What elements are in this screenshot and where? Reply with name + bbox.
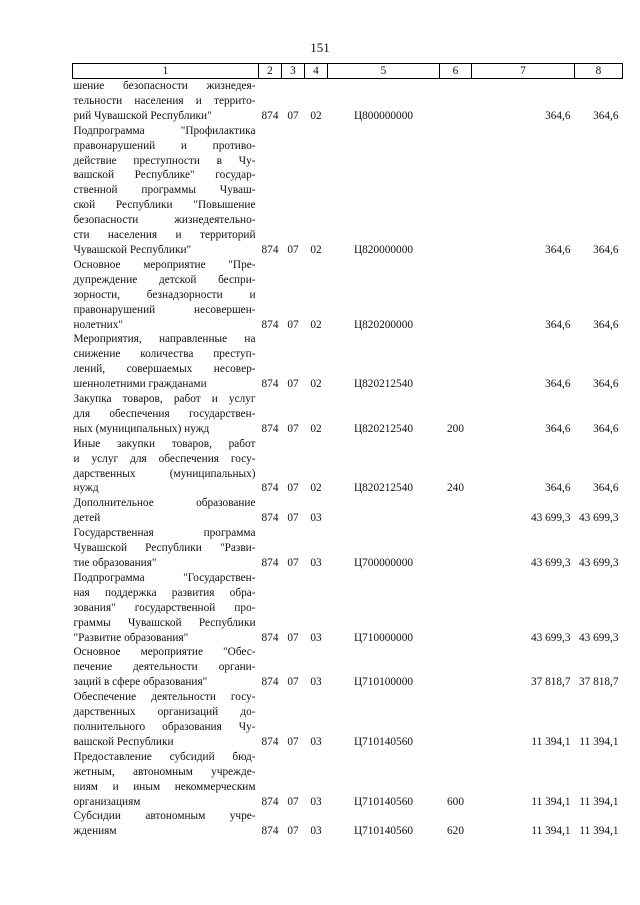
- amount-2-cell: 364,6: [593, 109, 619, 122]
- code-admin-cell: 874: [261, 109, 279, 122]
- table-row: [73, 809, 623, 839]
- code-admin-cell: 874: [261, 735, 279, 748]
- row-name-line: Закупка товаров, работ и услуг: [73, 393, 256, 406]
- code-section-cell: 07: [287, 482, 299, 495]
- table-row: [73, 79, 623, 124]
- table-row: [73, 124, 623, 258]
- page-number: 151: [310, 40, 330, 55]
- code-section-cell: 07: [287, 318, 299, 331]
- amount-2-cell: 43 699,3: [578, 557, 619, 569]
- code-admin-cell: 874: [261, 318, 279, 331]
- amount-1-cell: 364,6: [545, 318, 571, 331]
- row-name-line: безопасности жизнедеятельно-: [73, 214, 256, 227]
- expense-type-cell: [440, 496, 472, 526]
- expense-type-cell: 620: [447, 825, 464, 838]
- table-row: [73, 392, 623, 437]
- code-subsection-cell: 02: [310, 482, 322, 495]
- table-body: [73, 79, 623, 840]
- row-name-cell: [73, 690, 259, 750]
- row-name-line: дарственных (муниципальных): [73, 467, 256, 480]
- target-article-cell: [328, 496, 440, 526]
- code-subsection-cell: 03: [310, 825, 322, 838]
- table-row: [73, 571, 623, 646]
- row-name-line: ждениям: [73, 825, 117, 838]
- code-subsection-cell: 02: [310, 378, 322, 391]
- table-row: [73, 437, 623, 497]
- row-name-line: Чувашской Республики": [73, 243, 192, 256]
- target-article-cell: Ц820000000: [354, 243, 413, 256]
- amount-1-cell: 43 699,3: [530, 557, 571, 569]
- row-name-line: ской Республики "Повышение: [73, 199, 256, 212]
- code-section-cell: 07: [287, 378, 299, 391]
- row-name-line: тие образования": [73, 557, 157, 569]
- amount-1-cell: 364,6: [545, 422, 571, 435]
- code-admin-cell: 874: [261, 795, 279, 808]
- amount-1-cell: 43 699,3: [530, 631, 571, 644]
- amount-2-cell: 364,6: [593, 422, 619, 435]
- column-header-5: 5: [328, 64, 440, 79]
- row-name-line: для обеспечения государствен-: [73, 407, 256, 420]
- expense-type-cell: [440, 79, 472, 124]
- row-name-line: действие преступности в Чу-: [73, 154, 256, 167]
- row-name-cell: [73, 258, 259, 333]
- row-name-cell: [73, 437, 259, 497]
- row-name-cell: [73, 809, 259, 839]
- expense-type-cell: [440, 332, 472, 392]
- row-name-line: шение безопасности жизнедея-: [73, 80, 256, 92]
- code-subsection-cell: 03: [310, 735, 322, 748]
- amount-2-cell: 11 394,1: [579, 735, 619, 748]
- code-subsection-cell: 03: [310, 631, 322, 644]
- table-row: [73, 258, 623, 333]
- row-name-line: Основное мероприятие "Обес-: [73, 646, 256, 659]
- row-name-line: нолетних": [73, 318, 123, 331]
- row-name-line: ниям и иным некоммерческим: [73, 780, 256, 793]
- row-name-line: вашской Республике" государ-: [73, 169, 256, 182]
- target-article-cell: Ц710140560: [354, 825, 413, 838]
- row-name-line: и услуг для обеспечения госу-: [73, 452, 256, 465]
- row-name-cell: [73, 392, 259, 437]
- row-name-line: дарственных организаций до-: [73, 706, 256, 719]
- target-article-cell: Ц710000000: [354, 631, 413, 644]
- code-admin-cell: 874: [261, 825, 279, 838]
- code-section-cell: 07: [287, 676, 299, 689]
- row-name-cell: [73, 124, 259, 258]
- code-subsection-cell: 02: [310, 422, 322, 435]
- column-header-4: 4: [305, 64, 328, 79]
- amount-1-cell: 364,6: [545, 243, 571, 256]
- row-name-line: жетным, автономным учрежде-: [73, 765, 256, 778]
- row-name-line: Подпрограмма "Государствен-: [73, 571, 256, 584]
- target-article-cell: Ц820212540: [354, 482, 413, 495]
- target-article-cell: Ц820200000: [354, 318, 413, 331]
- table-row: [73, 526, 623, 571]
- target-article-cell: Ц800000000: [354, 109, 413, 122]
- row-name-cell: [73, 332, 259, 392]
- amount-1-cell: 11 394,1: [531, 795, 571, 808]
- row-name-cell: [73, 79, 259, 124]
- table-row: [73, 645, 623, 690]
- row-name-line: детей: [73, 512, 101, 525]
- amount-1-cell: 364,6: [545, 482, 571, 495]
- row-name-line: рий Чувашской Республики": [73, 109, 212, 122]
- row-name-line: снижение количества преступ-: [73, 348, 256, 361]
- row-name-line: зования" государственной про-: [73, 601, 256, 614]
- column-header-8: 8: [575, 64, 623, 79]
- row-name-line: шеннолетними гражданами: [73, 378, 207, 391]
- table-row: [73, 750, 623, 810]
- row-name-cell: [73, 645, 259, 690]
- code-admin-cell: 874: [261, 557, 279, 569]
- row-name-line: печение деятельности органи-: [73, 661, 256, 674]
- code-subsection-cell: 02: [310, 318, 322, 331]
- row-name-cell: [73, 571, 259, 646]
- row-name-line: Предоставление субсидий бюд-: [73, 750, 256, 763]
- amount-2-cell: 11 394,1: [579, 795, 619, 808]
- amount-2-cell: 364,6: [593, 243, 619, 256]
- code-admin-cell: 874: [261, 512, 279, 525]
- row-name-line: Подпрограмма "Профилактика: [73, 124, 256, 137]
- row-name-cell: [73, 496, 259, 526]
- row-name-line: "Развитие образования": [73, 631, 189, 644]
- amount-2-cell: 37 818,7: [578, 676, 619, 689]
- row-name-line: Обеспечение деятельности госу-: [73, 691, 256, 704]
- row-name-line: ных (муниципальных) нужд: [73, 422, 210, 435]
- code-section-cell: 07: [287, 557, 299, 569]
- expense-type-cell: 600: [447, 795, 464, 808]
- amount-2-cell: 364,6: [593, 378, 619, 391]
- row-name-line: зорности, безнадзорности и: [73, 288, 256, 301]
- code-admin-cell: 874: [261, 422, 279, 435]
- row-name-line: Основное мероприятие "Пре-: [73, 258, 256, 271]
- column-header-6: 6: [440, 64, 472, 79]
- row-name-line: заций в сфере образования": [73, 676, 208, 689]
- amount-1-cell: 11 394,1: [531, 735, 571, 748]
- expense-type-cell: [440, 526, 472, 571]
- amount-2-cell: 364,6: [593, 318, 619, 331]
- code-admin-cell: 874: [261, 482, 279, 495]
- expense-type-cell: [440, 571, 472, 646]
- target-article-cell: Ц820212540: [354, 378, 413, 391]
- amount-1-cell: 364,6: [545, 109, 571, 122]
- expense-type-cell: 200: [447, 422, 464, 435]
- row-name-line: правонарушений и противо-: [73, 139, 256, 152]
- amount-2-cell: 11 394,1: [579, 825, 619, 838]
- row-name-line: организациям: [73, 795, 141, 808]
- target-article-cell: Ц710140560: [354, 795, 413, 808]
- table-row: [73, 332, 623, 392]
- table-row: [73, 496, 623, 526]
- header-row: [73, 64, 623, 79]
- target-article-cell: Ц710140560: [354, 735, 413, 748]
- column-header-1: 1: [73, 64, 259, 79]
- code-subsection-cell: 03: [310, 557, 322, 569]
- amount-1-cell: 364,6: [545, 378, 571, 391]
- row-name-cell: [73, 750, 259, 810]
- code-section-cell: 07: [287, 631, 299, 644]
- code-admin-cell: 874: [261, 676, 279, 689]
- budget-table: [72, 63, 623, 839]
- expense-type-cell: 240: [447, 482, 464, 495]
- row-name-line: правонарушений несовершен-: [73, 303, 256, 316]
- code-section-cell: 07: [287, 795, 299, 808]
- expense-type-cell: [440, 645, 472, 690]
- code-section-cell: 07: [287, 243, 299, 256]
- row-name-line: Мероприятия, направленные на: [73, 333, 256, 346]
- code-admin-cell: 874: [261, 243, 279, 256]
- target-article-cell: Ц710100000: [354, 676, 413, 689]
- row-name-line: ственной программы Чуваш-: [73, 184, 256, 197]
- amount-1-cell: 43 699,3: [530, 512, 571, 525]
- code-subsection-cell: 03: [310, 512, 322, 525]
- target-article-cell: Ц700000000: [354, 557, 413, 569]
- row-name-line: Государственная программа: [73, 527, 256, 540]
- column-header-2: 2: [259, 64, 282, 79]
- code-section-cell: 07: [287, 825, 299, 838]
- column-header-7: 7: [472, 64, 575, 79]
- row-name-line: сти населения и территорий: [73, 229, 256, 242]
- amount-1-cell: 11 394,1: [531, 825, 571, 838]
- column-header-3: 3: [282, 64, 305, 79]
- code-admin-cell: 874: [261, 631, 279, 644]
- row-name-line: полнительного образования Чу-: [73, 720, 256, 733]
- target-article-cell: Ц820212540: [354, 422, 413, 435]
- amount-2-cell: 43 699,3: [578, 631, 619, 644]
- amount-2-cell: 364,6: [593, 482, 619, 495]
- code-admin-cell: 874: [261, 378, 279, 391]
- code-subsection-cell: 03: [310, 795, 322, 808]
- row-name-line: Чувашской Республики "Разви-: [73, 542, 256, 555]
- amount-1-cell: 37 818,7: [530, 676, 571, 689]
- code-section-cell: 07: [287, 512, 299, 525]
- code-section-cell: 07: [287, 735, 299, 748]
- code-section-cell: 07: [287, 109, 299, 122]
- row-name-line: вашской Республики: [73, 735, 174, 748]
- row-name-line: Субсидии автономным учре-: [73, 810, 256, 823]
- code-subsection-cell: 02: [310, 243, 322, 256]
- code-subsection-cell: 03: [310, 676, 322, 689]
- row-name-line: тельности населения и террито-: [73, 94, 256, 107]
- expense-type-cell: [440, 690, 472, 750]
- table-row: [73, 690, 623, 750]
- row-name-line: граммы Чувашской Республики: [73, 616, 256, 629]
- row-name-line: дупреждение детской беспри-: [73, 273, 256, 286]
- row-name-line: Иные закупки товаров, работ: [73, 437, 256, 450]
- row-name-line: Дополнительное образование: [73, 497, 256, 510]
- code-subsection-cell: 02: [310, 109, 322, 122]
- row-name-line: нужд: [73, 482, 99, 495]
- row-name-cell: [73, 526, 259, 571]
- expense-type-cell: [440, 258, 472, 333]
- amount-2-cell: 43 699,3: [578, 512, 619, 525]
- row-name-line: ная поддержка развития обра-: [73, 586, 256, 599]
- expense-type-cell: [440, 124, 472, 258]
- code-section-cell: 07: [287, 422, 299, 435]
- row-name-line: лений, совершаемых несовер-: [73, 363, 256, 376]
